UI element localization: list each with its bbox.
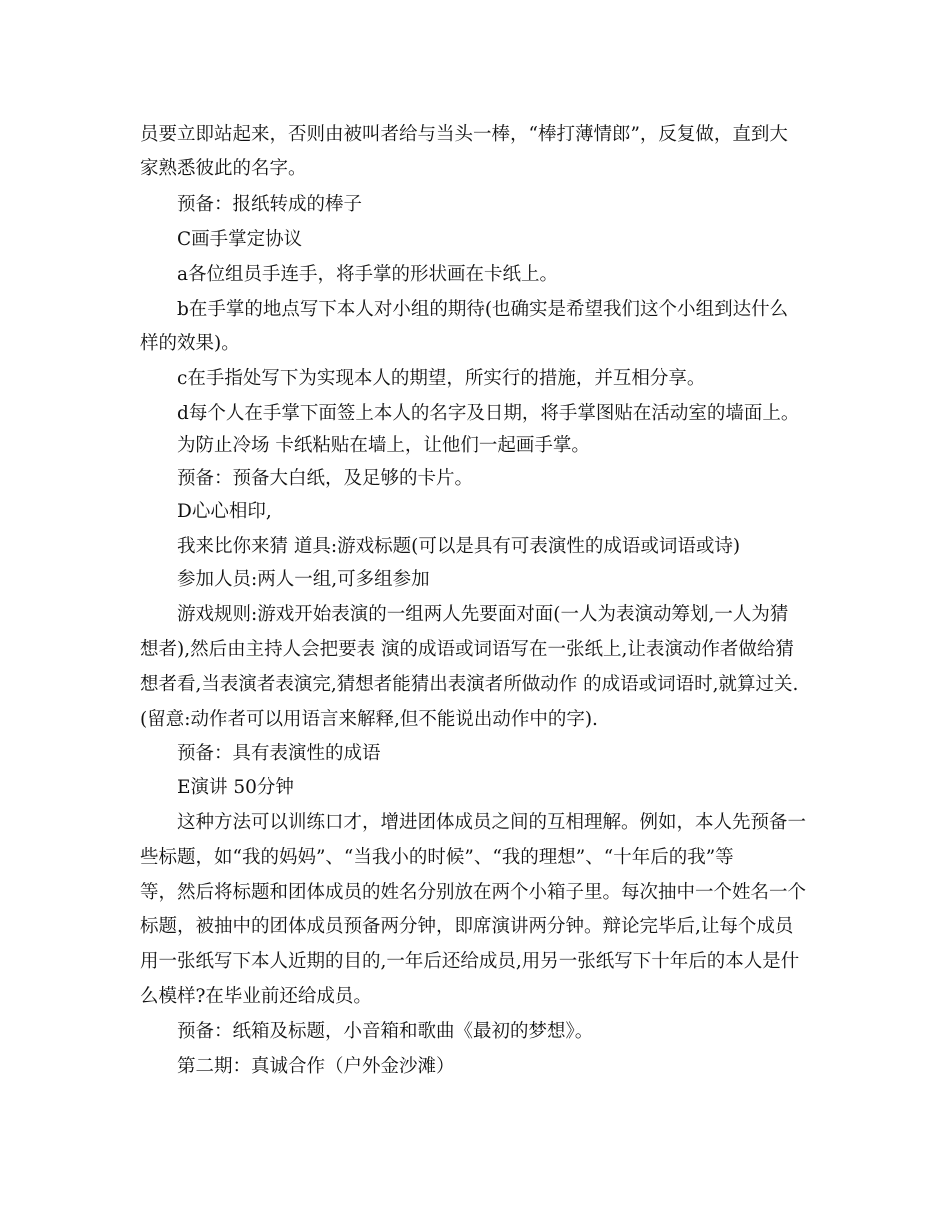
text-line: 预备：预备大白纸，及足够的卡片。 bbox=[177, 468, 474, 489]
text-line: 等，然后将标题和团体成员的姓名分别放在两个小箱子里。每次抽中一个姓名一个 bbox=[140, 882, 807, 903]
text-line: 想者),然后由主持人会把要表 演的成语或词语写在一张纸上,让表演动作者做给猜 bbox=[140, 639, 794, 660]
text-line: a各位组员手连手，将手掌的形状画在卡纸上。 bbox=[177, 264, 559, 285]
text-line: 预备：报纸转成的棒子 bbox=[177, 194, 363, 215]
text-line: d每个人在手掌下面签上本人的名字及日期，将手掌图贴在活动室的墙面上。 bbox=[177, 403, 800, 424]
text-line: D心心相印, bbox=[177, 501, 272, 522]
text-line: 标题，被抽中的团体成员预备两分钟，即席演讲两分钟。辩论完毕后,让每个成员 bbox=[140, 916, 794, 937]
text-line: 用一张纸写下本人近期的目的,一年后还给成员,用另一张纸写下十年后的本人是什 bbox=[140, 951, 800, 972]
text-line: 第二期：真诚合作（户外金沙滩） bbox=[177, 1056, 455, 1077]
text-line: 么模样?在毕业前还给成员。 bbox=[140, 986, 372, 1007]
text-line: 员要立即站起来，否则由被叫者给与当头一棒，“棒打薄情郎”，反复做，直到大 bbox=[140, 124, 788, 145]
text-line: (留意:动作者可以用语言来解释,但不能说出动作中的字). bbox=[140, 709, 598, 730]
text-line: 参加人员:两人一组,可多组参加 bbox=[177, 569, 430, 590]
text-line: 游戏规则:游戏开始表演的一组两人先要面对面(一人为表演动筹划,一人为猜 bbox=[177, 604, 789, 625]
text-line: 这种方法可以训练口才，增进团体成员之间的互相理解。例如，本人先预备一 bbox=[177, 812, 807, 833]
text-line: 样的效果)。 bbox=[140, 333, 240, 354]
text-line: C画手掌定协议 bbox=[177, 229, 303, 250]
text-line: E演讲 50分钟 bbox=[177, 777, 294, 798]
text-line: 我来比你来猜 道具:游戏标题(可以是具有可表演性的成语或词语或诗) bbox=[177, 536, 741, 557]
text-line: 预备：纸箱及标题，小音箱和歌曲《最初的梦想》。 bbox=[177, 1021, 594, 1042]
text-line: b在手掌的地点写下本人对小组的期待(也确实是希望我们这个小组到达什么 bbox=[177, 299, 789, 320]
text-line: 家熟悉彼此的名字。 bbox=[140, 158, 307, 179]
text-line: 预备：具有表演性的成语 bbox=[177, 743, 381, 764]
text-line: 些标题，如“我的妈妈”、“当我小的时候”、“我的理想”、“十年后的我”等 bbox=[140, 847, 734, 868]
text-line: 想者看,当表演者表演完,猜想者能猜出表演者所做动作 的成语或词语时,就算过关. bbox=[140, 674, 799, 695]
text-line: 为防止冷场 卡纸粘贴在墙上，让他们一起画手掌。 bbox=[177, 435, 590, 456]
text-line: c在手指处写下为实现本人的期望，所实行的措施，并互相分享。 bbox=[177, 368, 706, 389]
